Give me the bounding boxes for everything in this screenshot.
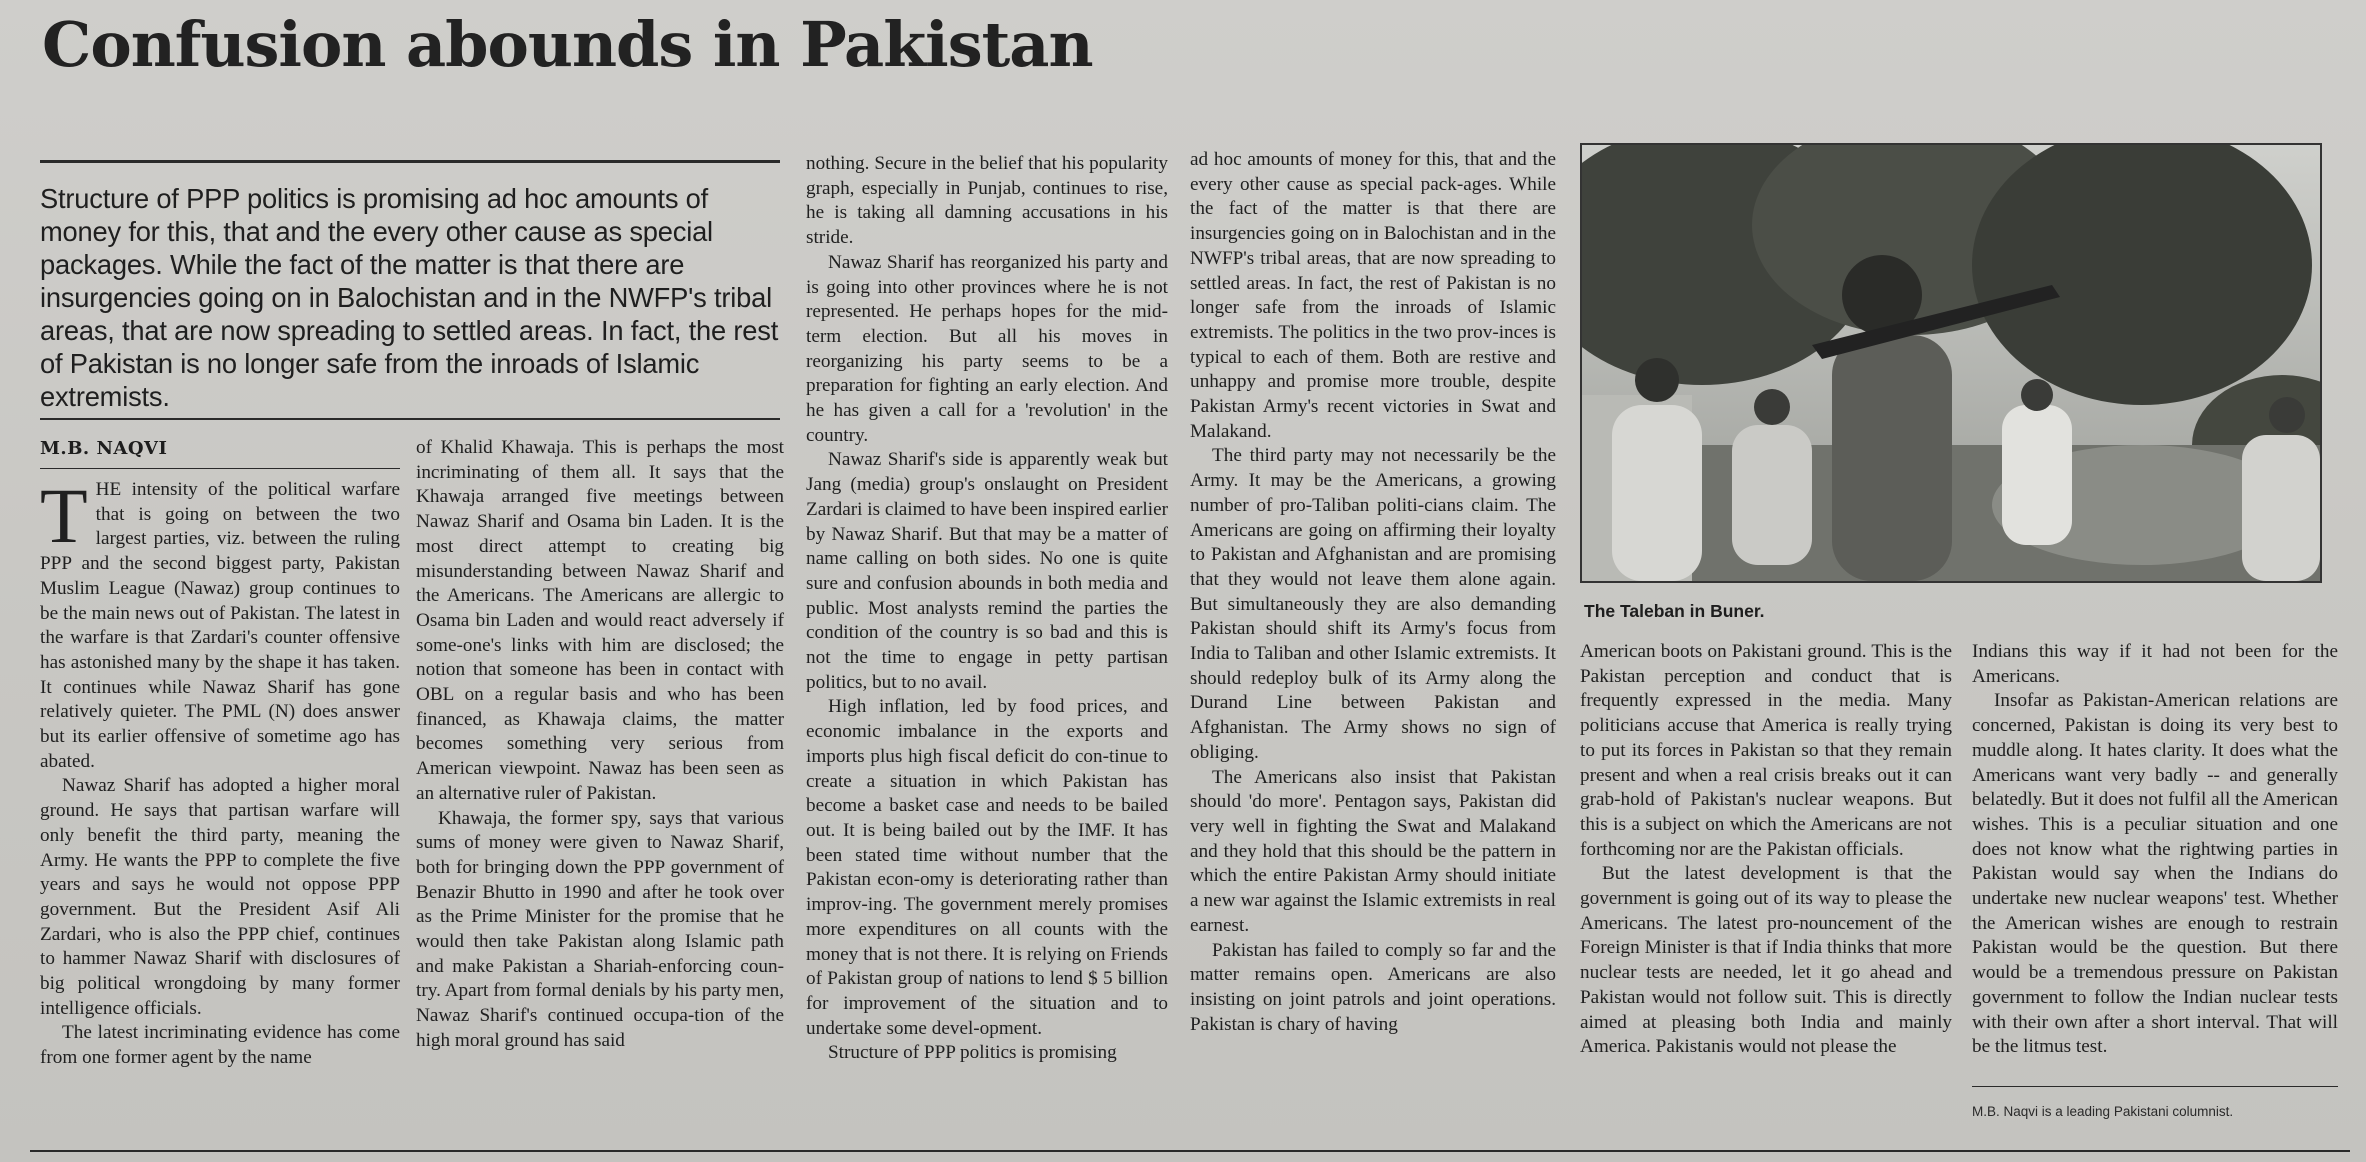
paragraph-col5-2: But the latest development is that the government is going out of its way to please the Americans. The latest pro-nouncement of the Foreign Minister is that if India thinks that more nuclear tests are needed, let it go ahead and Pakistan would not follow suit. This is directly aimed at pleasing both India and mainly America. Pakistanis would not please the — [1580, 863, 1952, 1058]
paragraph-col1-1 — [40, 472, 400, 774]
taleban-photo — [1580, 143, 2322, 583]
paragraph-col4-4: Pakistan has failed to comply so far and the matter remains open. Americans are also insisting on joint patrols and joint operations. Pakistan is chary of having — [1190, 939, 1556, 1035]
paragraph-col3-5: Structure of PPP politics is promising — [828, 1042, 1117, 1064]
paragraph-col4-1: ad hoc amounts of money for this, that and the every other cause as special pack-ages. While the fact of the matter is that there are insurgencies going on in Balochistan and in the NWFP's tribal areas, that are now spreading to settled areas. In fact, the rest of Pakistan is no longer safe from the inroads of Islamic extremists. The politics in the two prov-inces is typical to each of them. Both are restive and unhappy and promise more trouble, despite Pakistan Army's recent victories in Swat and Malakand. — [1190, 149, 1556, 442]
photo-caption: The Taleban in Buner. — [1584, 601, 1765, 621]
paragraph-col4-2: The third party may not necessarily be the Army. It may be the Americans, a growing number of pro-Taliban politi-cians claim. The Americans are going on affirming their loyalty to Pakistan and Afghanistan and are promising that they would not leave them alone again. But simultaneously they are also demanding Pakistan should shift its Army's focus from India to Taliban and other Islamic extremists. It should redeploy bulk of its Army along the Durand Line between Pakistan and Afghanistan. The Army shows no sign of obliging. — [1190, 445, 1556, 763]
author-bio: M.B. Naqvi is a leading Pakistani columnist. — [1972, 1104, 2234, 1119]
column-2 — [416, 436, 784, 1054]
drop-cap: T — [40, 472, 88, 559]
paragraph-col1-3: The latest incriminating evidence has come from one former agent by the name — [40, 1022, 400, 1069]
paragraph-col3-1: nothing. Secure in the belief that his popularity graph, especially in Punjab, continues to rise, he is taking all damning accusations in his stride. — [806, 153, 1168, 249]
byline-rule — [40, 468, 400, 469]
paragraph-col1-2: Nawaz Sharif has adopted a higher moral ground. He says that partisan warfare will only benefit the third party, meaning the Army. He wants the PPP to complete the five years and says he would not oppose PPP government. But the President Asif Ali Zardari, who is also the PPP chief, continues to hammer Nawaz Sharif with disclosures of big political wrongdoing by many former intelligence officials. — [40, 775, 400, 1019]
column-6 — [1972, 640, 2338, 1060]
paragraph-col6-1: Indians this way if it had not been for the Americans. — [1972, 641, 2338, 687]
paragraph-text: HE intensity of the political warfare that is going on between the two largest parties, viz. between the ruling PPP and the second biggest party, Pakistan Muslim League (Nawaz) group continues to be the main news out of Pakistan. The latest in the warfare is that Zardari's counter offensive has astonished many by the shape it has taken. It continues while Nawaz Sharif has gone relatively quieter. The PML (N) does answer but its earlier offensive of sometime ago has abated. — [40, 479, 400, 772]
paragraph-col5-1: American boots on Pakistani ground. This is the Pakistan perception and conduct that is frequently expressed in the media. Many politicians accuse that America is really trying to put its forces in Pakistan so that they remain present and when a real crisis breaks out it can grab-hold of Pakistan's nuclear weapons. But this is a subject on which the Americans are not forthcoming nor are the Pakistan officials. — [1580, 641, 1952, 860]
standfirst-bottom-rule — [40, 418, 780, 420]
bio-rule — [1972, 1086, 2338, 1087]
bottom-rule — [30, 1150, 2350, 1152]
paragraph-col3-2: Nawaz Sharif has reorganized his party and is going into other provinces where he is not represented. He perhaps hopes for the mid-term election. But all his moves in reorganizing his party seems to be a preparation for fighting an early election. And he has given a call for a 'revolution' in the country. — [806, 251, 1168, 446]
column-3 — [806, 152, 1168, 1066]
photo-illustration — [1582, 145, 2320, 581]
paragraph-col2-1: of Khalid Khawaja. This is perhaps the most incriminating of them all. It says that the Khawaja arranged five meetings between Nawaz Sharif and Osama bin Laden. It is the most direct attempt to creating big misunderstanding between Nawaz Sharif and the Americans. The Americans are allergic to Osama bin Laden and would react adversely if some-one's links with him are disclosed; the notion that someone has been in contact with OBL on a regular basis and who has been financed, as Khawaja claims, the matter becomes something very serious from American viewpoint. Nawaz has been seen as an alternative ruler of Pakistan. — [416, 437, 784, 804]
paragraph-col3-3: Nawaz Sharif's side is apparently weak but Jang (media) group's onslaught on President Zardari is claimed to have been inspired earlier by Nawaz Sharif. But that may be a matter of name calling on both sides. No one is quite sure and confusion abounds in both media and public. Most analysts remind the parties the condition of the country is so bad and this is not the time to engage in petty partisan politics, but to no avail. — [806, 449, 1168, 693]
standfirst: Structure of PPP politics is promising ad hoc amounts of money for this, that and the every other cause as special packages. While the fact of the matter is that there are insurgencies going on in Balochistan and in the NWFP's tribal areas, that are now spreading to settled areas. In fact, the rest of Pakistan is no longer safe from the inroads of Islamic extremists. — [40, 183, 779, 412]
byline: M.B. NAQVI — [40, 438, 168, 459]
standfirst-top-rule — [40, 160, 780, 163]
headline: Confusion abounds in Pakistan — [42, 8, 1093, 81]
paragraph-col4-3: The Americans also insist that Pakistan should 'do more'. Pentagon says, Pakistan did very well in fighting the Swat and Malakand and they hold that this should be the pattern in which the entire Pakistan Army should initiate a new war against the Islamic extremists in real earnest. — [1190, 766, 1556, 936]
paragraph-col2-2: Khawaja, the former spy, says that various sums of money were given to Nawaz Sharif, both for bringing down the PPP government of Benazir Bhutto in 1990 and after he took over as the Prime Minister for the promise that he would then take Pakistan along Islamic path and make Pakistan a Shariah-enforcing coun-try. Apart from formal denials by his party men, Nawaz Sharif's continued occupa-tion of the high moral ground has said — [416, 807, 784, 1051]
column-5 — [1580, 640, 1952, 1060]
paragraph-col3-4: High inflation, led by food prices, and economic imbalance in the exports and imports plus high fiscal deficit do con-tinue to create a situation in which Pakistan has become a basket case and needs to be bailed out. It is being bailed out by the IMF. It has been stated time without number that the Pakistan econ-omy is deteriorating rather than improv-ing. The government merely promises more expenditures on all counts with the money that is not there. It is relying on Friends of Pakistan group of nations to lend $ 5 billion for improvement of the situation and to undertake some devel-opment. — [806, 696, 1168, 1039]
column-4 — [1190, 148, 1556, 1037]
paragraph-col6-2: Insofar as Pakistan-American relations are concerned, Pakistan is doing its very best to muddle along. It hates clarity. It does what the Americans want very badly -- and generally belatedly. But it does not fulfil all the American wishes. This is a peculiar situation and one does not know what the rightwing parties in Pakistan would say when the Indians do undertake new nuclear weapons' test. Whether the American wishes are enough to restrain Pakistan would be the question. But there would be a tremendous pressure on Pakistan government to follow the Indian nuclear tests with their own after a short interval. That will be the litmus test. — [1972, 690, 2338, 1058]
column-1 — [40, 472, 400, 1071]
